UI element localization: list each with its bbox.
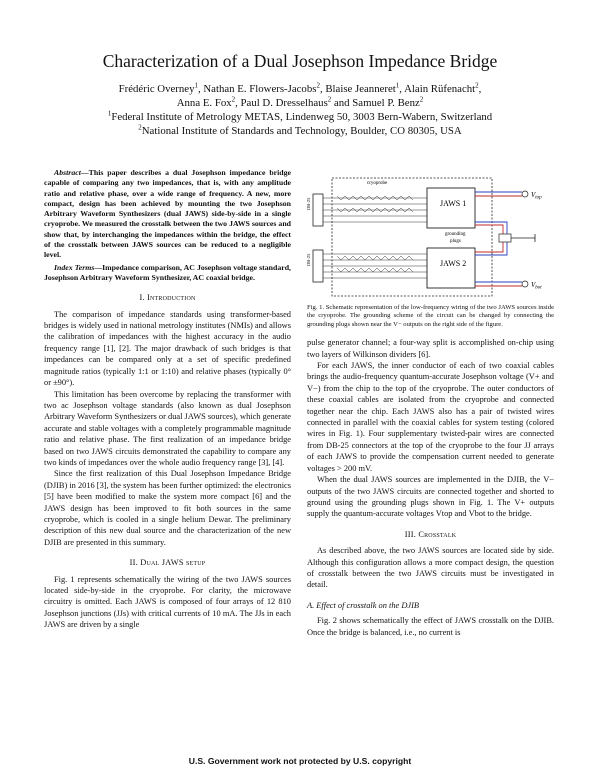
cryoprobe-label: cryoprobe xyxy=(367,181,388,186)
paper-title: Characterization of a Dual Josephson Impedance Bridge xyxy=(102,51,498,71)
db25-bottom-connector xyxy=(313,250,323,282)
figure-1-caption: Fig. 1. Schematic representation of the low-frequency wiring of the two JAWS sources inside the cryoprobe. The grounding scheme of the circuit can be changed by connecting the grounding plugs shown near the V− outputs on the right side of the figure. xyxy=(307,304,554,328)
grounding-plug xyxy=(499,234,511,242)
author-block xyxy=(60,82,540,138)
subsection-paragraph-1: Fig. 2 shows schematically the effect of JAWS crosstalk on the DJIB. Once the bridge is balanced, i.e., no current is xyxy=(307,616,554,637)
vbot-label: $V_{bot}$ xyxy=(531,281,542,291)
section-heading-introduction: I. Introduction xyxy=(139,293,196,303)
right-paragraph-2: For each JAWS, the inner conductor of each of two coaxial cables brings the audio-frequency quantum-accurate Josephson voltage (V+ and V−) from the chip to the top of the cryoprobe. The outer conductors of these coaxial cables are isolated from the cryoprobe and connected together near the chip. Each JAWS also has a pair of twisted wires connected in parallel with the coaxial cables for system testing (colored wires in Fig. 1). Four supplementary twisted-pair wires are connected from DB-25 connectors at the top of the cryoprobe to the four JJ arrays of each JAWS to provide the compensation current needed to generate voltages > 200 mV. xyxy=(307,361,554,473)
twisted-pairs-top xyxy=(323,196,427,222)
subsection-heading-effect: A. Effect of crosstalk on the DJIB xyxy=(307,600,420,610)
index-terms: Index Terms—Impedance comparison, AC Josephson voltage standard, Josephson Arbitrary Waveform Synthesizer, AC coaxial bridge. xyxy=(44,262,291,282)
affiliation-1: $^1$Federal Institute of Metrology METAS, Lindenweg 50, 3003 Bern-Wabern, Switzerland xyxy=(107,109,493,123)
vtop-connector xyxy=(522,191,528,197)
vtop-label: $V_{top}$ xyxy=(531,191,542,201)
right-paragraph-3: When the dual JAWS sources are implemented in the DJIB, the V− outputs of the two JAWS circuits are connected together and shorted to ground using the grounding plugs shown in Fig. 1. The V+ outputs supply the quantum-accurate voltages Vtop and Vbot to the bridge. xyxy=(307,475,554,519)
right-paragraph-1: pulse generator channel; a four-way split is accomplished on-chip using two layers of Wilkinson dividers [6]. xyxy=(307,338,554,359)
jaws1-chip xyxy=(427,188,475,228)
author-line-1: Frédéric Overney$^1$, Nathan E. Flowers-Jacobs$^2$, Blaise Jeanneret$^1$, Alain Rüfenacht$^2$, xyxy=(118,81,482,95)
jaws2-label: JAWS 2 xyxy=(440,259,467,268)
crosstalk-paragraph-1: As described above, the two JAWS sources are located side by side. Although this configuration allows a more compact design, the question of crosstalk between the two JAWS circuits must be investigated in detail. xyxy=(307,546,554,590)
db25-bottom-label: DB-25 xyxy=(306,253,311,266)
db25-top-connector xyxy=(313,194,323,226)
affiliation-2: $^2$National Institute of Standards and Technology, Boulder, CO 80305, USA xyxy=(138,123,462,137)
intro-paragraph-1: The comparison of impedance standards using transformer-based bridges is widely used in national metrology institutes (NMIs) and allows the calibration of impedances with the highest accuracy in the audio frequency range [1], [2]. The major drawback of such bridges is that impedances can be compared only at a set of specific predefined magnitude ratios (typically 1:1 or 1:10) and relative phases (typically 0° or ±90°). xyxy=(44,309,291,388)
abstract: Abstract—This paper describes a dual Josephson impedance bridge capable of comparing any two impedances, that is, with any amplitude ratio and relative phase, over a wide range of frequency. A new, more compact, design has been achieved by mounting the two Josephson Arbitrary Waveform Synthesizers (dual JAWS) side-by-side in a single cryoprobe. We measured the crosstalk between the two JAWS sources and show that, by interchanging the impedances within the bridge, the effect of the crosstalk between JAWS sources can be reduced to a negligible level. xyxy=(44,168,291,260)
intro-paragraph-3: Since the first realization of this Dual Josephson Impedance Bridge (DJIB) in 2016 [3], the system has been further optimized: the electronics [5] have been modified to make the system more compact [6] and the JAWS design has been improved to fit both sources in the same cryoprobe, which is cooled in a single helium Dewar. The preliminary description of this new dual source and the characterization of the new DJIB are presented in this summary. xyxy=(44,469,291,547)
setup-paragraph-1: Fig. 1 represents schematically the wiring of the two JAWS sources located side-by-side in the cryoprobe. For clarity, the microwave circuitry is omitted. Each JAWS is composed of four arrays of 12 810 Josephson junctions (JJs) with critical currents of 10 mA. The JJs in each JAWS are driven by a single xyxy=(44,574,291,630)
coax-wires xyxy=(475,192,522,286)
intro-paragraph-2: This limitation has been overcome by replacing the transformer with two ac Josephson voltage standards (also known as dual Josephson Arbitrary Waveform Synthesizers or dual JAWS sources), which generate accurate and stable voltages with a completely programmable magnitude ratio and relative phase. The first realization of an impedance bridge based on two JAWS circuits demonstrated the capability to compare any two kinds of impedances over the whole audio frequency range [3], [4]. xyxy=(44,389,291,467)
twisted-pairs-bottom xyxy=(323,254,427,278)
right-column xyxy=(307,166,554,638)
grounding-label: grounding xyxy=(445,232,466,237)
left-column xyxy=(44,168,291,631)
section-heading-crosstalk: III. Crosstalk xyxy=(404,529,457,539)
ground-symbol xyxy=(511,234,535,242)
wiring-diagram xyxy=(307,172,554,300)
plugs-label: plugs xyxy=(450,239,461,244)
jaws2-chip xyxy=(427,248,475,288)
db25-top-label: DB-25 xyxy=(306,197,311,210)
vbot-connector xyxy=(522,281,528,287)
figure-1-schematic xyxy=(307,172,554,300)
jaws1-label: JAWS 1 xyxy=(440,199,467,208)
section-heading-setup: II. Dual JAWS setup xyxy=(129,558,206,568)
author-line-2: Anna E. Fox$^2$, Paul D. Dresselhaus$^2$ and Samuel P. Benz$^2$ xyxy=(176,95,424,109)
copyright-footer: U.S. Government work not protected by U.S. copyright xyxy=(188,756,412,766)
